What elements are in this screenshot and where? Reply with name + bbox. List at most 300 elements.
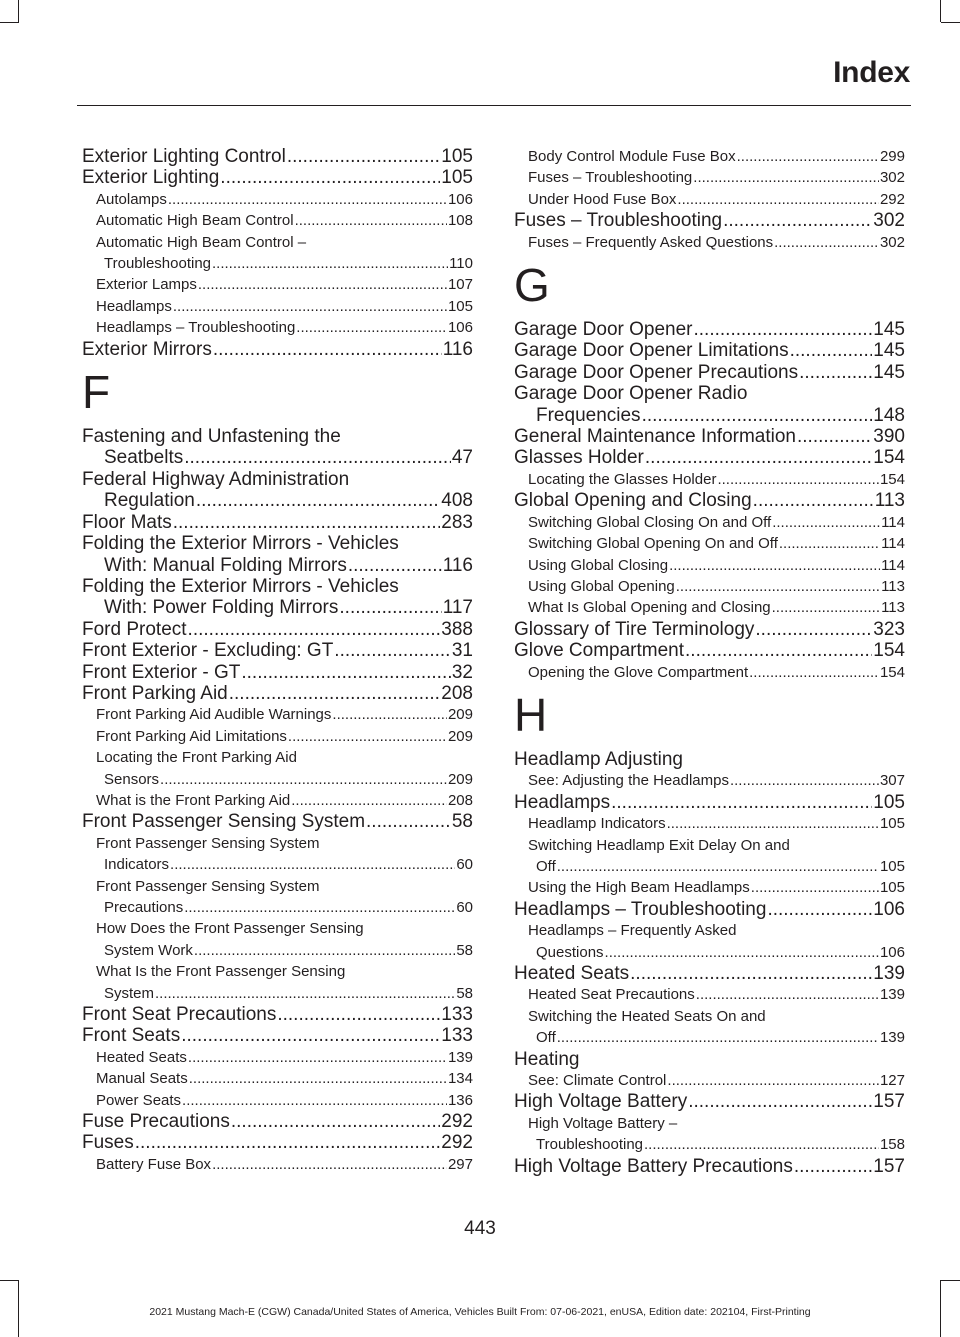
entry-page-number: 139 xyxy=(873,963,905,984)
entry-text: Indicators xyxy=(104,856,170,874)
index-subentry xyxy=(514,469,905,490)
entry-page-number: 106 xyxy=(873,898,905,920)
entry-text: Under Hood Fuse Box xyxy=(528,190,677,208)
page-number: 443 xyxy=(464,1218,496,1239)
index-subentry-heading: High Voltage Battery – xyxy=(528,1114,678,1132)
entry-text: Floor Mats xyxy=(82,511,172,533)
entry-page-number: 302 xyxy=(873,210,905,232)
entry-text: Using Global Opening xyxy=(528,577,675,595)
dot-leader xyxy=(135,1132,441,1153)
index-subentry-heading: Locating the Front Parking Aid xyxy=(96,749,297,767)
dot-leader xyxy=(693,167,879,188)
entry-page-number: 114 xyxy=(881,556,905,574)
entry-page-number: 283 xyxy=(441,511,473,533)
dot-leader xyxy=(557,1027,879,1048)
index-subentry xyxy=(514,576,905,597)
entry-text: General Maintenance Information xyxy=(514,426,796,448)
index-entry-heading: Fastening and Unfastening the xyxy=(82,426,341,448)
entry-page-number: 58 xyxy=(451,811,473,833)
dot-leader xyxy=(667,813,879,834)
dot-leader xyxy=(794,1156,872,1177)
index-entry xyxy=(514,1156,905,1177)
entry-page-number: 154 xyxy=(879,663,905,681)
index-entry xyxy=(82,167,473,188)
entry-text: Troubleshooting xyxy=(104,255,212,273)
index-entry xyxy=(82,1132,473,1153)
entry-page-number: 390 xyxy=(873,426,905,448)
entry-text: Automatic High Beam Control xyxy=(96,212,294,230)
index-see-reference xyxy=(514,1070,905,1091)
dot-leader xyxy=(630,963,872,984)
entry-text: Front Exterior - GT xyxy=(82,661,241,683)
index-subentry xyxy=(82,1068,473,1089)
entry-text: What Is Global Opening and Closing xyxy=(528,599,771,617)
entry-text: Seatbelts xyxy=(104,447,184,469)
dot-leader xyxy=(644,1134,879,1155)
entry-text: Frequencies xyxy=(536,404,641,426)
dot-leader xyxy=(184,897,455,918)
entry-text: Questions xyxy=(536,943,604,961)
entry-text: With: Power Folding Mirrors xyxy=(104,597,339,619)
entry-text: Headlamps xyxy=(96,297,172,315)
entry-text: Ford Protect xyxy=(82,618,187,640)
dot-leader xyxy=(173,512,441,533)
entry-page-number: 154 xyxy=(873,640,905,662)
dot-leader xyxy=(790,340,873,361)
entry-page-number: 323 xyxy=(873,618,905,640)
entry-page-number: 209 xyxy=(447,727,473,745)
index-subentry-continuation xyxy=(514,856,905,877)
entry-page-number: 145 xyxy=(873,361,905,383)
dot-leader xyxy=(767,899,872,920)
index-subentry xyxy=(514,512,905,533)
entry-page-number: 145 xyxy=(873,319,905,341)
entry-page-number: 116 xyxy=(442,338,473,360)
entry-page-number: 154 xyxy=(879,470,905,488)
entry-text: Power Seats xyxy=(96,1091,182,1109)
index-entry xyxy=(514,426,905,447)
entry-page-number: 145 xyxy=(873,340,905,362)
entry-page-number: 388 xyxy=(441,618,473,640)
index-entry xyxy=(82,1111,473,1132)
index-subentry xyxy=(514,662,905,683)
entry-page-number: 58 xyxy=(456,984,473,1002)
entry-text: Locating the Glasses Holder xyxy=(528,470,717,488)
index-column-left xyxy=(82,146,473,1175)
entry-text: Heated Seats xyxy=(96,1048,187,1066)
entry-page-number: 105 xyxy=(873,791,905,813)
entry-text: Fuses xyxy=(82,1132,134,1154)
dot-leader xyxy=(160,769,447,790)
index-entry-heading: Garage Door Opener Radio xyxy=(514,383,748,405)
entry-page-number: 136 xyxy=(447,1091,473,1109)
dot-leader xyxy=(751,877,879,898)
index-subentry-heading: Front Passenger Sensing System xyxy=(96,877,320,895)
entry-text: See: Adjusting the Headlamps xyxy=(528,772,729,790)
index-subentry xyxy=(514,813,905,834)
entry-text: Glove Compartment xyxy=(514,640,685,662)
entry-page-number: 113 xyxy=(881,599,905,617)
index-entry xyxy=(82,1025,473,1046)
dot-leader xyxy=(723,210,872,231)
entry-text: Using Global Closing xyxy=(528,556,669,574)
entry-text: Exterior Lighting Control xyxy=(82,146,286,167)
dot-leader xyxy=(220,167,440,188)
entry-text: See: Climate Control xyxy=(528,1072,667,1090)
dot-leader xyxy=(753,490,874,511)
dot-leader xyxy=(212,253,448,274)
index-subentry xyxy=(514,167,905,188)
entry-page-number: 292 xyxy=(879,190,905,208)
index-subentry-continuation xyxy=(82,769,473,790)
index-entry-continuation xyxy=(82,597,473,618)
entry-text: High Voltage Battery Precautions xyxy=(514,1155,793,1177)
index-entry-continuation xyxy=(82,555,473,576)
dot-leader xyxy=(188,619,441,640)
index-subentry xyxy=(82,189,473,210)
dot-leader xyxy=(296,317,447,338)
entry-page-number: 106 xyxy=(447,190,473,208)
entry-text: Off xyxy=(536,857,556,875)
entry-page-number: 47 xyxy=(451,447,473,469)
entry-text: With: Manual Folding Mirrors xyxy=(104,554,347,576)
section-letter: G xyxy=(514,259,550,312)
index-column-right xyxy=(514,146,905,1177)
entry-page-number: 208 xyxy=(441,682,473,704)
entry-text: Headlamp Indicators xyxy=(528,815,666,833)
entry-page-number: 154 xyxy=(873,447,905,469)
index-subentry-heading: How Does the Front Passenger Sensing xyxy=(96,920,364,938)
entry-text: Exterior Mirrors xyxy=(82,338,212,360)
crop-mark xyxy=(0,1280,19,1281)
entry-page-number: 299 xyxy=(879,148,905,165)
dot-leader xyxy=(605,942,879,963)
entry-text: High Voltage Battery xyxy=(514,1091,688,1113)
entry-page-number: 107 xyxy=(447,276,473,294)
dot-leader xyxy=(348,555,442,576)
entry-page-number: 105 xyxy=(879,879,905,897)
crop-mark xyxy=(0,22,19,23)
entry-text: Precautions xyxy=(104,899,184,916)
entry-page-number: 139 xyxy=(879,1029,905,1047)
index-entry xyxy=(514,490,905,511)
crop-mark xyxy=(941,1280,960,1281)
index-subentry xyxy=(514,533,905,554)
entry-text: Battery Fuse Box xyxy=(96,1155,212,1173)
index-entry-heading: Folding the Exterior Mirrors - Vehicles xyxy=(82,575,399,597)
entry-page-number: 32 xyxy=(451,661,473,683)
index-entry xyxy=(82,512,473,533)
index-entry xyxy=(82,339,473,360)
entry-page-number: 105 xyxy=(879,857,905,875)
dot-leader xyxy=(611,792,872,813)
section-letter: H xyxy=(514,688,548,741)
index-entry xyxy=(514,340,905,361)
entry-text: Glossary of Tire Terminology xyxy=(514,618,755,640)
entry-text: Headlamps – Troubleshooting xyxy=(514,898,767,920)
index-subentry-continuation xyxy=(82,253,473,274)
entry-text: Front Parking Aid Audible Warnings xyxy=(96,706,332,724)
footer-edition-info: 2021 Mustang Mach-E (CGW) Canada/United States of America, Vehicles Built From: 07-06-2021, enUSA, Edition date: 202104, First-Printing xyxy=(149,1306,811,1318)
dot-leader xyxy=(749,662,879,683)
section-letter: F xyxy=(82,366,111,419)
entry-page-number: 134 xyxy=(447,1070,473,1088)
entry-page-number: 60 xyxy=(456,856,473,874)
dot-leader xyxy=(287,146,440,167)
entry-page-number: 139 xyxy=(879,986,905,1004)
index-entry-heading: Heating xyxy=(514,1048,580,1070)
dot-leader xyxy=(717,469,879,490)
entry-text: Switching Global Opening On and Off xyxy=(528,535,778,553)
index-entry xyxy=(82,146,473,167)
index-subentry xyxy=(514,146,905,167)
dot-leader xyxy=(645,447,872,468)
entry-page-number: 127 xyxy=(879,1072,905,1090)
crop-mark xyxy=(940,0,941,22)
entry-text: Front Seats xyxy=(82,1025,181,1047)
crop-mark xyxy=(941,22,960,23)
entry-page-number: 58 xyxy=(456,941,473,959)
index-subentry xyxy=(82,790,473,811)
dot-leader xyxy=(184,447,451,468)
dot-leader xyxy=(642,405,873,426)
dot-leader xyxy=(755,619,872,640)
index-entry xyxy=(82,619,473,640)
index-subentry-heading: Switching the Heated Seats On and xyxy=(528,1007,766,1025)
index-subentry xyxy=(514,555,905,576)
entry-text: Fuse Precautions xyxy=(82,1111,230,1133)
dot-leader xyxy=(772,597,880,618)
entry-page-number: 31 xyxy=(451,640,473,662)
index-subentry xyxy=(514,189,905,210)
index-entry xyxy=(82,811,473,832)
index-subentry xyxy=(82,274,473,295)
dot-leader xyxy=(774,232,879,253)
dot-leader xyxy=(295,210,447,231)
entry-page-number: 110 xyxy=(449,255,473,273)
index-entry-continuation xyxy=(82,490,473,511)
index-entry-heading: Headlamp Adjusting xyxy=(514,748,683,770)
entry-text: Glasses Holder xyxy=(514,447,644,469)
entry-text: Fuses – Frequently Asked Questions xyxy=(528,233,774,251)
entry-text: Body Control Module Fuse Box xyxy=(528,148,736,165)
entry-page-number: 113 xyxy=(881,577,905,595)
dot-leader xyxy=(339,597,441,618)
entry-page-number: 117 xyxy=(442,597,473,619)
index-subentry-continuation xyxy=(514,942,905,963)
entry-text: Regulation xyxy=(104,490,195,512)
index-entry xyxy=(514,640,905,661)
index-entry xyxy=(514,963,905,984)
index-subentry-continuation xyxy=(82,940,473,961)
entry-page-number: 114 xyxy=(881,535,905,553)
dot-leader xyxy=(229,683,441,704)
index-entry xyxy=(82,1004,473,1025)
entry-page-number: 106 xyxy=(879,943,905,961)
entry-page-number: 116 xyxy=(442,554,473,576)
entry-text: Headlamps – Troubleshooting xyxy=(96,319,296,337)
index-subentry xyxy=(82,704,473,725)
entry-text: System xyxy=(104,984,155,1002)
entry-page-number: 108 xyxy=(447,212,473,230)
dot-leader xyxy=(799,362,872,383)
dot-leader xyxy=(730,770,879,791)
index-subentry-heading: Switching Headlamp Exit Delay On and xyxy=(528,836,790,854)
entry-page-number: 113 xyxy=(874,490,905,512)
index-entry-heading: Folding the Exterior Mirrors - Vehicles xyxy=(82,533,399,555)
index-entry xyxy=(82,662,473,683)
entry-text: Garage Door Opener Limitations xyxy=(514,340,789,362)
dot-leader xyxy=(173,296,447,317)
entry-page-number: 133 xyxy=(441,1025,473,1047)
crop-mark xyxy=(18,0,19,22)
index-entry xyxy=(514,899,905,920)
index-subentry xyxy=(514,232,905,253)
entry-text: Front Passenger Sensing System xyxy=(82,811,366,833)
entry-text: What is the Front Parking Aid xyxy=(96,791,291,809)
index-entry xyxy=(514,210,905,231)
page-title: Index xyxy=(833,56,910,89)
entry-text: Heated Seats xyxy=(514,963,630,984)
dot-leader xyxy=(170,854,455,875)
dot-leader xyxy=(196,490,440,511)
dot-leader xyxy=(334,640,451,661)
index-subentry xyxy=(514,984,905,1005)
dot-leader xyxy=(288,726,447,747)
index-subentry-continuation xyxy=(514,1027,905,1048)
index-subentry xyxy=(82,317,473,338)
entry-page-number: 302 xyxy=(879,169,905,187)
index-subentry-heading: Automatic High Beam Control – xyxy=(96,233,307,251)
entry-text: Headlamps xyxy=(514,791,611,813)
entry-page-number: 105 xyxy=(441,167,473,189)
entry-text: Front Parking Aid Limitations xyxy=(96,727,287,745)
index-entry-heading: Federal Highway Administration xyxy=(82,468,350,490)
index-see-reference xyxy=(514,770,905,791)
dot-leader xyxy=(189,1068,447,1089)
entry-page-number: 408 xyxy=(441,490,473,512)
dot-leader xyxy=(231,1111,440,1132)
entry-page-number: 133 xyxy=(441,1004,473,1026)
entry-text: Sensors xyxy=(104,770,160,788)
dot-leader xyxy=(772,512,880,533)
index-entry xyxy=(514,792,905,813)
entry-text: Switching Global Closing On and Off xyxy=(528,513,772,531)
entry-text: Troubleshooting xyxy=(536,1136,644,1154)
entry-text: Front Parking Aid xyxy=(82,682,228,704)
dot-leader xyxy=(694,319,873,340)
index-subentry xyxy=(514,877,905,898)
entry-text: Exterior Lighting xyxy=(82,167,220,189)
index-subentry-heading: What Is the Front Passenger Sensing xyxy=(96,963,346,981)
entry-text: Exterior Lamps xyxy=(96,276,197,294)
entry-page-number: 209 xyxy=(447,706,473,724)
entry-page-number: 292 xyxy=(441,1111,473,1133)
index-subentry-continuation xyxy=(82,897,473,918)
entry-page-number: 105 xyxy=(441,146,473,167)
entry-text: Heated Seat Precautions xyxy=(528,986,695,1004)
dot-leader xyxy=(797,426,872,447)
index-subentry-continuation xyxy=(514,1134,905,1155)
entry-text: Using the High Beam Headlamps xyxy=(528,879,750,897)
entry-text: Front Seat Precautions xyxy=(82,1004,277,1026)
dot-leader xyxy=(194,940,455,961)
index-entry-continuation xyxy=(82,447,473,468)
entry-text: Fuses – Troubleshooting xyxy=(514,210,723,232)
entry-text: Manual Seats xyxy=(96,1070,188,1088)
index-entry xyxy=(514,619,905,640)
entry-text: Front Exterior - Excluding: GT xyxy=(82,640,334,662)
index-subentry xyxy=(514,597,905,618)
entry-page-number: 209 xyxy=(447,770,473,788)
index-subentry xyxy=(82,210,473,231)
index-subentry xyxy=(82,296,473,317)
dot-leader xyxy=(677,189,879,210)
index-subentry-continuation xyxy=(82,983,473,1004)
index-entry xyxy=(82,640,473,661)
entry-page-number: 307 xyxy=(879,772,905,790)
entry-page-number: 106 xyxy=(447,319,473,337)
entry-page-number: 105 xyxy=(447,297,473,315)
index-subentry xyxy=(82,1154,473,1175)
entry-page-number: 157 xyxy=(873,1091,905,1113)
entry-page-number: 148 xyxy=(873,404,905,426)
dot-leader xyxy=(779,533,880,554)
dot-leader xyxy=(277,1004,440,1025)
dot-leader xyxy=(685,640,872,661)
entry-page-number: 105 xyxy=(879,815,905,833)
index-subentry xyxy=(82,1047,473,1068)
dot-leader xyxy=(669,555,880,576)
index-entry xyxy=(514,319,905,340)
dot-leader xyxy=(213,339,442,360)
entry-text: Garage Door Opener xyxy=(514,319,693,341)
dot-leader xyxy=(332,704,447,725)
entry-text: Garage Door Opener Precautions xyxy=(514,361,799,383)
entry-page-number: 139 xyxy=(447,1048,473,1066)
entry-text: System Work xyxy=(104,941,193,959)
entry-page-number: 208 xyxy=(447,791,473,809)
dot-leader xyxy=(155,983,455,1004)
title-divider xyxy=(77,105,911,106)
index-subentry-heading: Headlamps – Frequently Asked xyxy=(528,922,737,940)
entry-text: Global Opening and Closing xyxy=(514,490,752,512)
entry-page-number: 302 xyxy=(879,233,905,251)
index-subentry-heading: Front Passenger Sensing System xyxy=(96,834,320,852)
dot-leader xyxy=(667,1070,879,1091)
entry-page-number: 292 xyxy=(441,1132,473,1154)
entry-page-number: 157 xyxy=(873,1155,905,1177)
entry-text: Opening the Glove Compartment xyxy=(528,663,749,681)
dot-leader xyxy=(181,1025,440,1046)
index-entry-continuation xyxy=(514,405,905,426)
entry-page-number: 114 xyxy=(881,513,905,531)
dot-leader xyxy=(737,146,879,167)
index-entry xyxy=(514,1091,905,1112)
entry-text: Off xyxy=(536,1029,556,1047)
entry-page-number: 297 xyxy=(447,1155,473,1173)
dot-leader xyxy=(168,189,447,210)
dot-leader xyxy=(241,662,451,683)
entry-text: Fuses – Troubleshooting xyxy=(528,169,693,187)
dot-leader xyxy=(182,1090,447,1111)
dot-leader xyxy=(696,984,879,1005)
dot-leader xyxy=(188,1047,447,1068)
index-subentry-continuation xyxy=(82,854,473,875)
index-subentry xyxy=(82,726,473,747)
dot-leader xyxy=(676,576,880,597)
entry-page-number: 60 xyxy=(456,899,473,916)
